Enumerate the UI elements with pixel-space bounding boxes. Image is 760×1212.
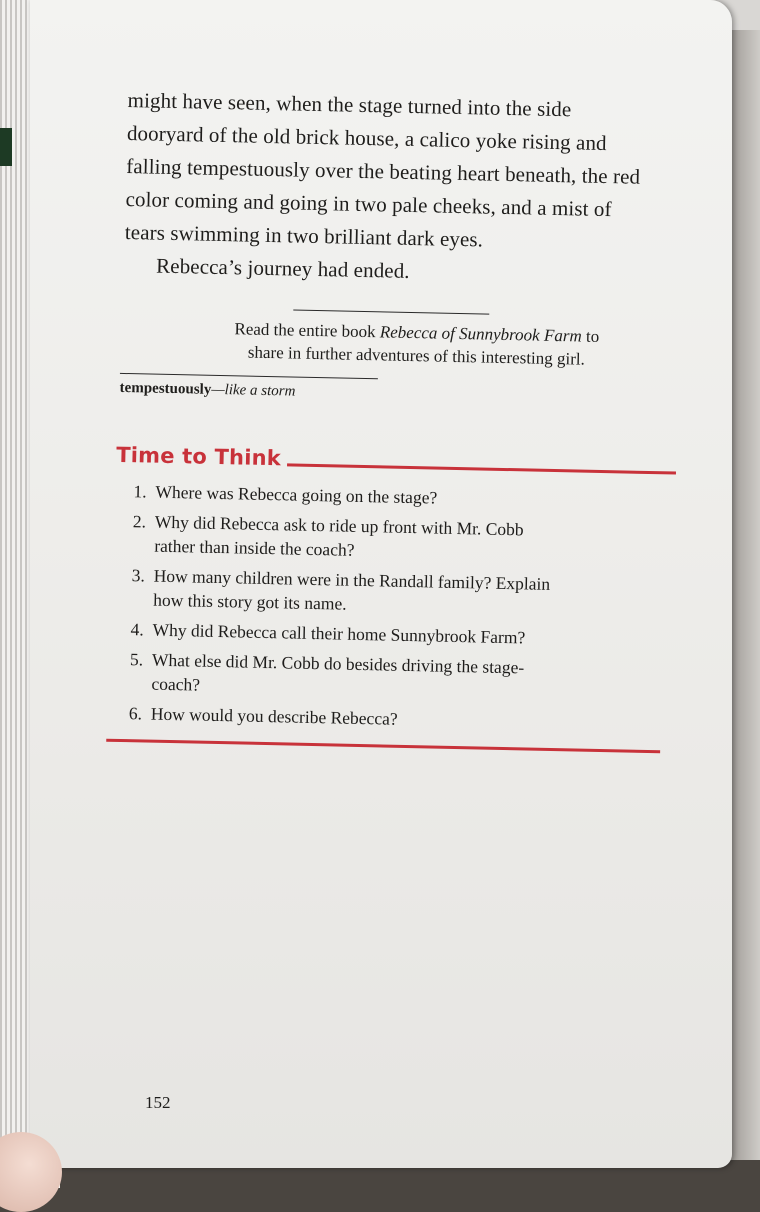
- list-item: [130, 617, 676, 652]
- list-item: [129, 701, 675, 736]
- note-line-2: share in further adventures of this interesting girl.: [247, 342, 586, 369]
- section-divider: [293, 310, 489, 315]
- time-to-think-header: [116, 443, 676, 479]
- cover-edge: [0, 128, 12, 166]
- question-text: What else did Mr. Cobb do besides driving the stage- coach?: [151, 649, 525, 695]
- story-paragraph: [125, 84, 688, 261]
- text-line: tears swimming in two brilliant dark eyes.: [124, 219, 484, 252]
- footnote-rule: [120, 373, 378, 379]
- text-line: might have seen, when the stage turned into the side: [127, 87, 572, 122]
- book-title: Rebecca of Sunnybrook Farm: [379, 322, 582, 346]
- question-text: Why did Rebecca call their home Sunnybrook Farm?: [152, 619, 526, 648]
- question-number: 1.: [133, 481, 147, 502]
- question-number: 5.: [129, 649, 144, 670]
- list-item: [129, 647, 676, 706]
- footnote: [119, 380, 681, 409]
- page-number: 152: [145, 1093, 171, 1112]
- section-heading: Time to Think: [115, 442, 282, 471]
- text-line: dooryard of the old brick house, a calico yoke rising and: [126, 120, 607, 156]
- book-page: [30, 0, 732, 1168]
- footnote-term: tempestuously: [119, 379, 212, 398]
- question-number: 3.: [131, 565, 146, 586]
- closing-sentence: Rebecca’s journey had ended.: [155, 253, 410, 283]
- note-line-1: Read the entire book Rebecca of Sunnybrook Farm to: [234, 319, 600, 346]
- text-line: falling tempestuously over the beating heart beneath, the red: [126, 153, 641, 189]
- footnote-definition: —like a storm: [211, 381, 296, 400]
- section-end-rule: [106, 739, 660, 754]
- text-line: color coming and going in two pale cheeks, and a mist of: [125, 186, 612, 222]
- list-item: [132, 509, 679, 568]
- list-item: [131, 563, 678, 622]
- question-number: 6.: [128, 703, 143, 724]
- question-text: Why did Rebecca ask to ride up front with Mr. Cobb rather than inside the coach?: [154, 511, 524, 560]
- reading-note: [156, 316, 677, 373]
- question-list: [129, 479, 680, 736]
- question-number: 4.: [130, 619, 144, 640]
- question-text: Where was Rebecca going on the stage?: [155, 481, 438, 508]
- list-item: [133, 479, 679, 514]
- heading-rule: [287, 463, 676, 474]
- question-text: How would you describe Rebecca?: [150, 703, 398, 729]
- page-content: [114, 84, 688, 754]
- question-number: 2.: [132, 511, 147, 532]
- question-text: How many children were in the Randall family? Explain how this story got its name.: [152, 565, 551, 614]
